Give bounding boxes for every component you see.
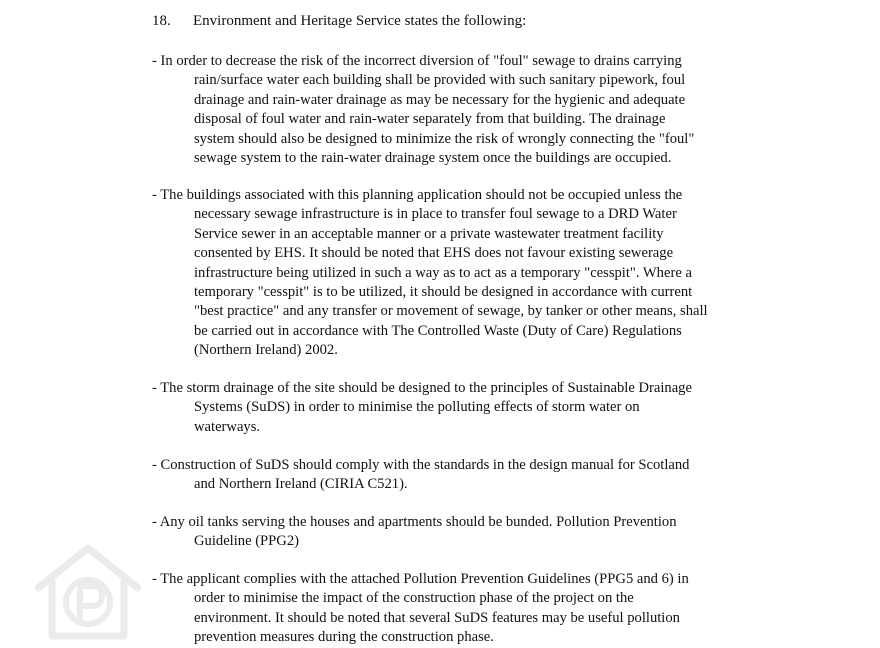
paragraph-line: - The buildings associated with this planning application should not be occupied unless the xyxy=(152,187,683,203)
paragraph-line: disposal of foul water and rain-water separately from that building. The drainage xyxy=(194,111,666,128)
paragraph-line: order to minimise the impact of the construction phase of the project on the xyxy=(194,590,634,607)
paragraph-line: be carried out in accordance with The Controlled Waste (Duty of Care) Regulations xyxy=(194,322,682,339)
paragraph-suds-construction xyxy=(152,456,689,495)
paragraph-foul-sewage xyxy=(152,52,694,168)
paragraph-line: "best practice" and any transfer or movement of sewage, by tanker or other means, shall xyxy=(194,303,708,320)
section-number: 18. xyxy=(152,13,171,29)
paragraph-line: drainage and rain-water drainage as may be necessary for the hygienic and adequate xyxy=(194,91,686,108)
paragraph-line: waterways. xyxy=(194,418,261,435)
paragraph-line: Guideline (PPG2) xyxy=(194,533,299,550)
paragraph-sewage-infrastructure xyxy=(152,186,708,361)
paragraph-pollution-guidelines xyxy=(152,570,689,648)
paragraph-line: environment. It should be noted that several SuDS features may be useful pollution xyxy=(194,609,680,626)
paragraph-line: system should also be designed to minimize the risk of wrongly connecting the "foul" xyxy=(194,130,695,147)
paragraph-oil-tanks xyxy=(152,513,677,552)
paragraph-line: (Northern Ireland) 2002. xyxy=(194,342,338,359)
paragraph-line: prevention measures during the construction phase. xyxy=(194,629,494,646)
paragraph-line: - Any oil tanks serving the houses and apartments should be bunded. Pollution Prevention xyxy=(152,514,677,530)
paragraph-line: - In order to decrease the risk of the incorrect diversion of "foul" sewage to drains carrying xyxy=(152,53,682,69)
paragraph-line: - The storm drainage of the site should be designed to the principles of Sustainable Drainage xyxy=(152,380,692,396)
paragraph-line: temporary "cesspit" is to be utilized, it should be designed in accordance with current xyxy=(194,284,693,301)
paragraph-line: consented by EHS. It should be noted that EHS does not favour existing sewerage xyxy=(194,245,674,262)
paragraph-storm-drainage xyxy=(152,379,692,437)
paragraph-line: - Construction of SuDS should comply with the standards in the design manual for Scotland xyxy=(152,457,690,473)
paragraph-line: rain/surface water each building shall be provided with such sanitary pipework, foul xyxy=(194,72,686,89)
paragraph-line: sewage system to the rain-water drainage system once the buildings are occupied. xyxy=(194,150,672,167)
section-heading xyxy=(152,12,526,31)
paragraph-line: and Northern Ireland (CIRIA C521). xyxy=(194,476,408,493)
house-logo-watermark-icon xyxy=(28,540,148,640)
paragraph-line: necessary sewage infrastructure is in place to transfer foul sewage to a DRD Water xyxy=(194,206,677,223)
paragraph-line: - The applicant complies with the attached Pollution Prevention Guidelines (PPG5 and 6) in xyxy=(152,571,689,587)
section-heading-text: Environment and Heritage Service states the following: xyxy=(193,13,527,29)
paragraph-line: infrastructure being utilized in such a way as to act as a temporary "cesspit". Where a xyxy=(194,264,692,281)
paragraph-line: Systems (SuDS) in order to minimise the polluting effects of storm water on xyxy=(194,399,640,416)
paragraph-line: Service sewer in an acceptable manner or a private wastewater treatment facility xyxy=(194,225,664,242)
